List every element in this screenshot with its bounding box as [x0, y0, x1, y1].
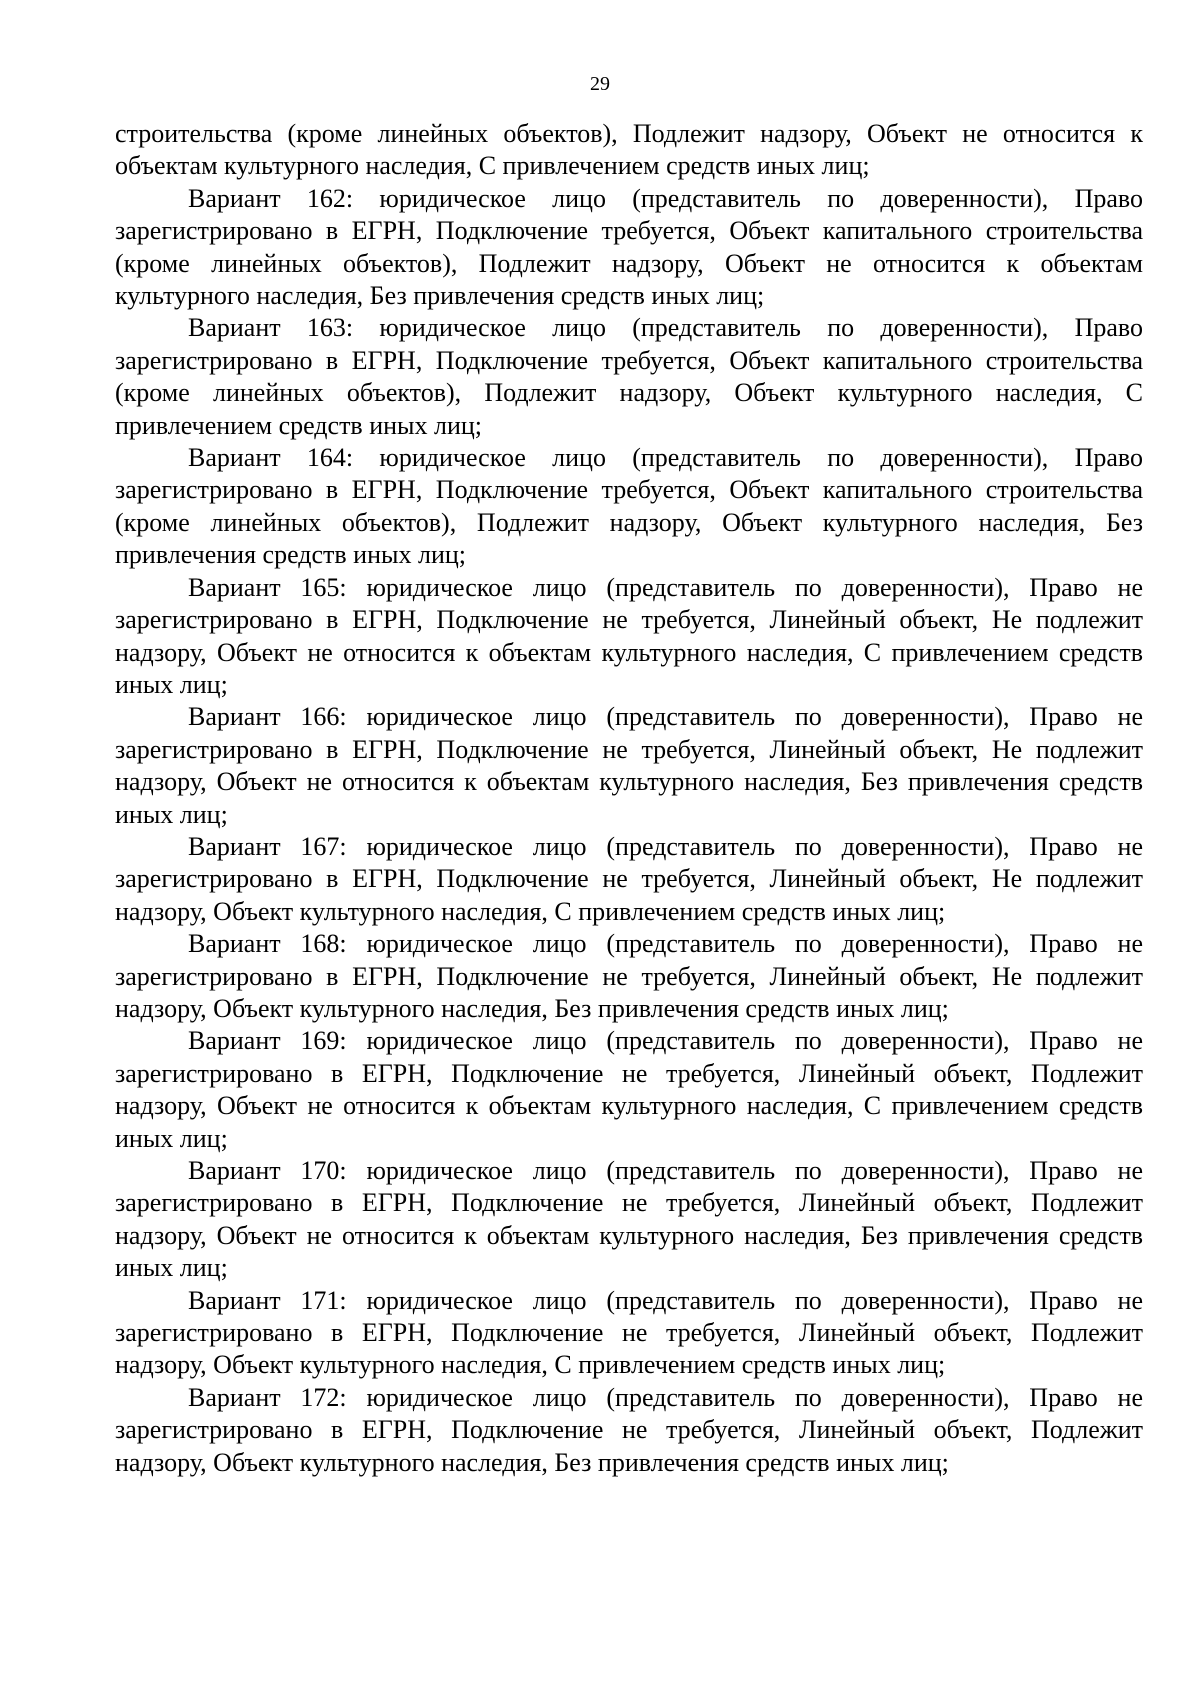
paragraph-variant-165: Вариант 165: юридическое лицо (представитель по доверенности), Право не зарегистрировано в ЕГРН, Подключение не требуется, Линейный объект, Не подлежит надзору, Объект не относится к объектам культурного наследия, С привлечением средств иных лиц;	[115, 572, 1143, 699]
paragraph-variant-163: Вариант 163: юридическое лицо (представитель по доверенности), Право зарегистрировано в ЕГРН, Подключение требуется, Объект капитального строительства (кроме линейных объектов), Подлежит надзору, Объект культурного наследия, С привлечением средств иных лиц;	[115, 313, 1143, 440]
paragraph-variant-169: Вариант 169: юридическое лицо (представитель по доверенности), Право не зарегистрировано в ЕГРН, Подключение не требуется, Линейный объект, Подлежит надзору, Объект не относится к объектам культурного наследия, С привлечением средств иных лиц;	[115, 1026, 1143, 1153]
paragraph-variant-171: Вариант 171: юридическое лицо (представитель по доверенности), Право не зарегистрировано в ЕГРН, Подключение не требуется, Линейный объект, Подлежит надзору, Объект культурного наследия, С привлечением средств иных лиц;	[115, 1285, 1143, 1380]
paragraph-variant-172: Вариант 172: юридическое лицо (представитель по доверенности), Право не зарегистрировано в ЕГРН, Подключение не требуется, Линейный объект, Подлежит надзору, Объект культурного наследия, Без привлечения средств иных лиц;	[115, 1382, 1143, 1477]
paragraph-continuation: строительства (кроме линейных объектов), Подлежит надзору, Объект не относится к объектам культурного наследия, С привлечением средств иных лиц;	[115, 119, 1143, 181]
paragraph-variant-164: Вариант 164: юридическое лицо (представитель по доверенности), Право зарегистрировано в ЕГРН, Подключение требуется, Объект капитального строительства (кроме линейных объектов), Подлежит надзору, Объект культурного наследия, Без привлечения средств иных лиц;	[115, 443, 1143, 570]
page-number: 29	[590, 73, 610, 95]
paragraph-variant-167: Вариант 167: юридическое лицо (представитель по доверенности), Право не зарегистрировано в ЕГРН, Подключение не требуется, Линейный объект, Не подлежит надзору, Объект культурного наследия, С привлечением средств иных лиц;	[115, 831, 1143, 926]
paragraph-variant-162: Вариант 162: юридическое лицо (представитель по доверенности), Право зарегистрировано в ЕГРН, Подключение требуется, Объект капитального строительства (кроме линейных объектов), Подлежит надзору, Объект не относится к объектам культурного наследия, Без привлечения средств иных лиц;	[115, 183, 1143, 311]
document-body	[115, 118, 1143, 1479]
paragraph-variant-166: Вариант 166: юридическое лицо (представитель по доверенности), Право не зарегистрировано в ЕГРН, Подключение не требуется, Линейный объект, Не подлежит надзору, Объект не относится к объектам культурного наследия, Без привлечения средств иных лиц;	[115, 702, 1143, 829]
paragraph-variant-168: Вариант 168: юридическое лицо (представитель по доверенности), Право не зарегистрировано в ЕГРН, Подключение не требуется, Линейный объект, Не подлежит надзору, Объект культурного наследия, Без привлечения средств иных лиц;	[115, 929, 1143, 1023]
paragraph-variant-170: Вариант 170: юридическое лицо (представитель по доверенности), Право не зарегистрировано в ЕГРН, Подключение не требуется, Линейный объект, Подлежит надзору, Объект не относится к объектам культурного наследия, Без привлечения средств иных лиц;	[115, 1156, 1143, 1283]
